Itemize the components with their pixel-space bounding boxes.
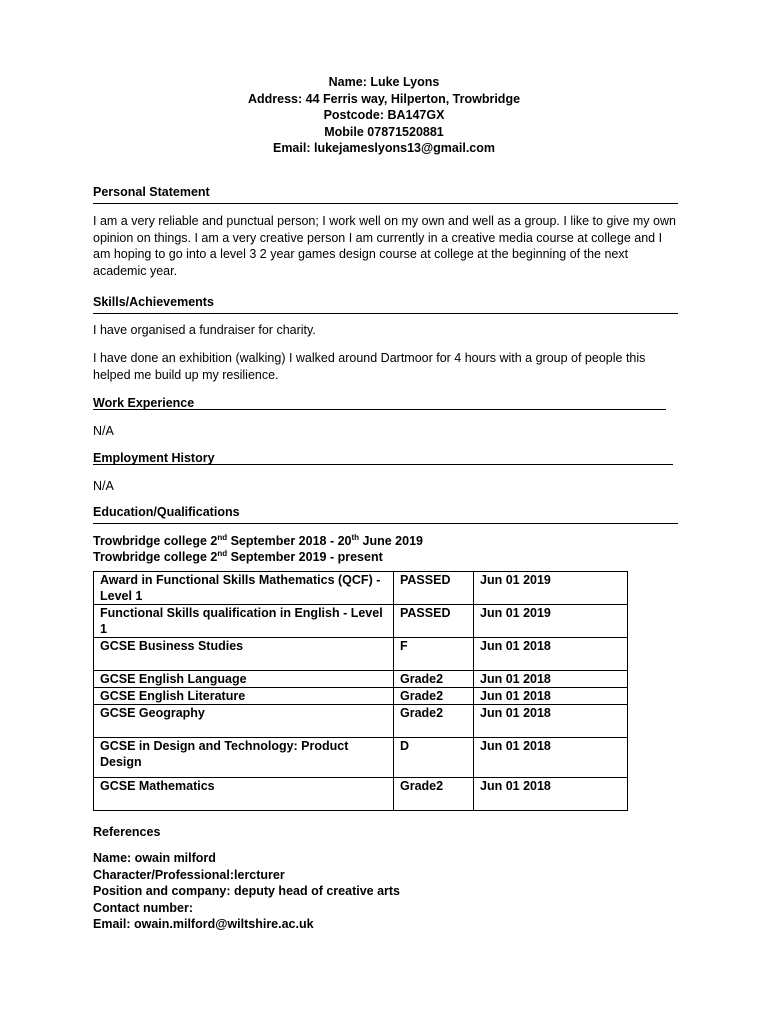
- subject-cell: Functional Skills qualification in English - Level 1: [94, 605, 394, 638]
- section-rule: [93, 203, 678, 204]
- table-row: [94, 778, 628, 811]
- result-cell: Grade2: [394, 671, 474, 688]
- name-line: Name: Luke Lyons: [328, 75, 440, 89]
- result-cell: Grade2: [394, 705, 474, 738]
- subject-cell: GCSE Geography: [94, 705, 394, 738]
- date-cell: Jun 01 2019: [474, 605, 628, 638]
- references-block: [93, 850, 678, 933]
- section-rule: [93, 409, 666, 410]
- skills-item-2: I have done an exhibition (walking) I walked around Dartmoor for 4 hours with a group of people this helped me build up my resilience.: [93, 351, 646, 382]
- result-cell: D: [394, 738, 474, 778]
- personal-statement-text: I am a very reliable and punctual person; I work well on my own and well as a group. I like to give my own opinion on things. I am a very creative person I am currently in a creative media course at college and I am hoping to go into a level 3 2 year games design course at college at the beginning of the next academic year.: [93, 214, 676, 278]
- postcode-line: Postcode: BA147GX: [323, 108, 445, 122]
- date-cell: Jun 01 2019: [474, 572, 628, 605]
- contact-header: [0, 74, 768, 157]
- table-row: [94, 738, 628, 778]
- table-row: [94, 605, 628, 638]
- subject-cell: GCSE Mathematics: [94, 778, 394, 811]
- table-row: [94, 688, 628, 705]
- subject-cell: GCSE in Design and Technology: Product Design: [94, 738, 394, 778]
- date-cell: Jun 01 2018: [474, 671, 628, 688]
- date-cell: Jun 01 2018: [474, 738, 628, 778]
- table-row: [94, 671, 628, 688]
- education-line-2: Trowbridge college 2nd September 2019 - present: [93, 548, 383, 564]
- date-cell: Jun 01 2018: [474, 688, 628, 705]
- subject-cell: GCSE English Language: [94, 671, 394, 688]
- reference-contact: Contact number:: [93, 900, 193, 915]
- address-line: Address: 44 Ferris way, Hilperton, Trowbridge: [247, 91, 521, 106]
- personal-statement-heading: Personal Statement: [93, 185, 210, 199]
- result-cell: Grade2: [394, 778, 474, 811]
- skills-heading: Skills/Achievements: [93, 295, 214, 309]
- work-experience-heading: Work Experience: [93, 396, 195, 410]
- table-row: [94, 572, 628, 605]
- mobile-line: Mobile 07871520881: [324, 124, 444, 139]
- education-heading: Education/Qualifications: [93, 505, 240, 519]
- reference-email: Email: owain.milford@wiltshire.ac.uk: [93, 917, 314, 931]
- subject-cell: GCSE English Literature: [94, 688, 394, 705]
- reference-name: Name: owain milford: [93, 851, 216, 865]
- email-line: Email: lukejameslyons13@gmail.com: [272, 141, 495, 155]
- date-cell: Jun 01 2018: [474, 778, 628, 811]
- subject-cell: GCSE Business Studies: [94, 638, 394, 671]
- section-rule: [93, 523, 678, 524]
- table-row: [94, 638, 628, 671]
- subject-cell: Award in Functional Skills Mathematics (QCF) - Level 1: [94, 572, 394, 605]
- table-row: [94, 705, 628, 738]
- result-cell: PASSED: [394, 572, 474, 605]
- education-line-1: Trowbridge college 2nd September 2018 - 20th June 2019: [93, 532, 423, 548]
- references-heading: References: [93, 825, 161, 839]
- section-rule: [93, 313, 678, 314]
- qualifications-table: [93, 571, 628, 811]
- date-cell: Jun 01 2018: [474, 705, 628, 738]
- reference-position: Position and company: deputy head of creative arts: [93, 884, 401, 898]
- section-rule: [93, 464, 673, 465]
- skills-item-1: I have organised a fundraiser for charity.: [93, 323, 316, 337]
- result-cell: PASSED: [394, 605, 474, 638]
- result-cell: Grade2: [394, 688, 474, 705]
- result-cell: F: [394, 638, 474, 671]
- employment-history-heading: Employment History: [93, 451, 215, 465]
- work-experience-text: N/A: [93, 424, 114, 438]
- employment-history-text: N/A: [93, 479, 114, 493]
- reference-character: Character/Professional:lercturer: [93, 867, 285, 882]
- date-cell: Jun 01 2018: [474, 638, 628, 671]
